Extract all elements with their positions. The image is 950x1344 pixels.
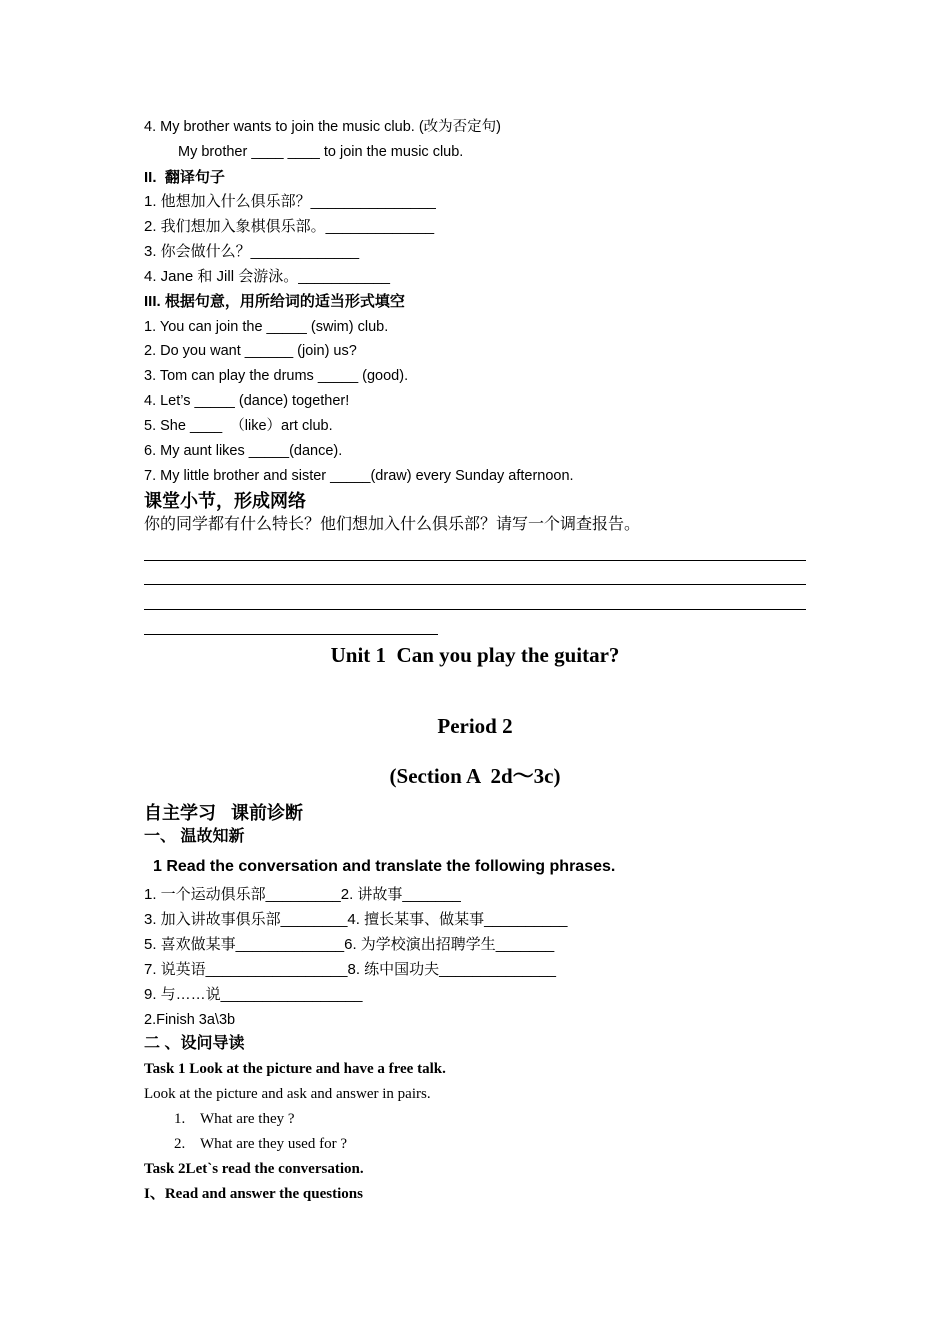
- translate-item-4: 4. Jane 和 Jill 会游泳。___________: [144, 268, 390, 285]
- fill-in-heading: III. 根据句意，用所给词的适当形式填空: [144, 293, 405, 310]
- guided-heading: 二 、设问导读: [144, 1035, 245, 1052]
- task1-question-1: 1. What are they ?: [174, 1111, 295, 1127]
- fill-in-item-7: 7. My little brother and sister _____(draw) every Sunday afternoon.: [144, 468, 574, 484]
- summary-heading: 课堂小节，形成网络: [144, 491, 306, 511]
- phrase-row-4: 7. 说英语_________________8. 练中国功夫______________: [144, 961, 556, 978]
- finish-note: 2.Finish 3a\3b: [144, 1012, 236, 1028]
- task1-question-2: 2. What are they used for ?: [174, 1136, 347, 1152]
- period-title: Period 2: [437, 714, 513, 738]
- phrase-row-5: 9. 与……说_________________: [144, 986, 363, 1003]
- task-intro: 1 Read the conversation and translate the following phrases.: [153, 858, 616, 875]
- fill-in-item-2: 2. Do you want ______ (join) us?: [144, 343, 357, 359]
- translate-item-2: 2. 我们想加入象棋俱乐部。_____________: [144, 218, 435, 235]
- fill-in-item-6: 6. My aunt likes _____(dance).: [144, 443, 343, 459]
- fill-in-item-5: 5. She ____ （like）art club.: [144, 418, 333, 434]
- translate-heading: II. 翻译句子: [144, 169, 225, 186]
- translate-item-3: 3. 你会做什么？_____________: [144, 243, 360, 260]
- phrase-row-3: 5. 喜欢做某事_____________6. 为学校演出招聘学生_______: [144, 936, 555, 953]
- self-study-heading: 自主学习 课前诊断: [144, 803, 304, 823]
- answer-line-3: [144, 609, 806, 610]
- fill-in-item-1: 1. You can join the _____ (swim) club.: [144, 319, 389, 335]
- fill-in-item-4: 4. Let’s _____ (dance) together!: [144, 393, 350, 409]
- summary-prompt: 你的同学都有什么特长？他们想加入什么俱乐部？请写一个调查报告。: [144, 516, 641, 533]
- phrase-row-1: 1. 一个运动俱乐部_________2. 讲故事_______: [144, 886, 461, 903]
- review-question-4: 4. My brother wants to join the music club. (改为否定句): [144, 119, 501, 135]
- task2-title: Task 2Let`s read the conversation.: [144, 1161, 364, 1177]
- translate-item-1: 1. 他想加入什么俱乐部？_______________: [144, 193, 436, 210]
- fill-in-item-3: 3. Tom can play the drums _____ (good).: [144, 368, 409, 384]
- phrase-row-2: 3. 加入讲故事俱乐部________4. 擅长某事、做某事__________: [144, 911, 568, 928]
- task1-title: Task 1 Look at the picture and have a free talk.: [144, 1061, 446, 1077]
- answer-line-4: [144, 634, 438, 635]
- answer-line-2: [144, 584, 806, 585]
- task2-subheading: I、Read and answer the questions: [144, 1186, 363, 1202]
- review-heading: 一、 温故知新: [144, 828, 245, 845]
- unit-title: Unit 1 Can you play the guitar?: [330, 643, 620, 667]
- task1-instruction: Look at the picture and ask and answer in pairs.: [144, 1086, 431, 1102]
- section-title: (Section A 2d～3c): [389, 764, 561, 788]
- review-question-4-answer: My brother ____ ____ to join the music club.: [178, 144, 464, 160]
- answer-line-1: [144, 560, 806, 561]
